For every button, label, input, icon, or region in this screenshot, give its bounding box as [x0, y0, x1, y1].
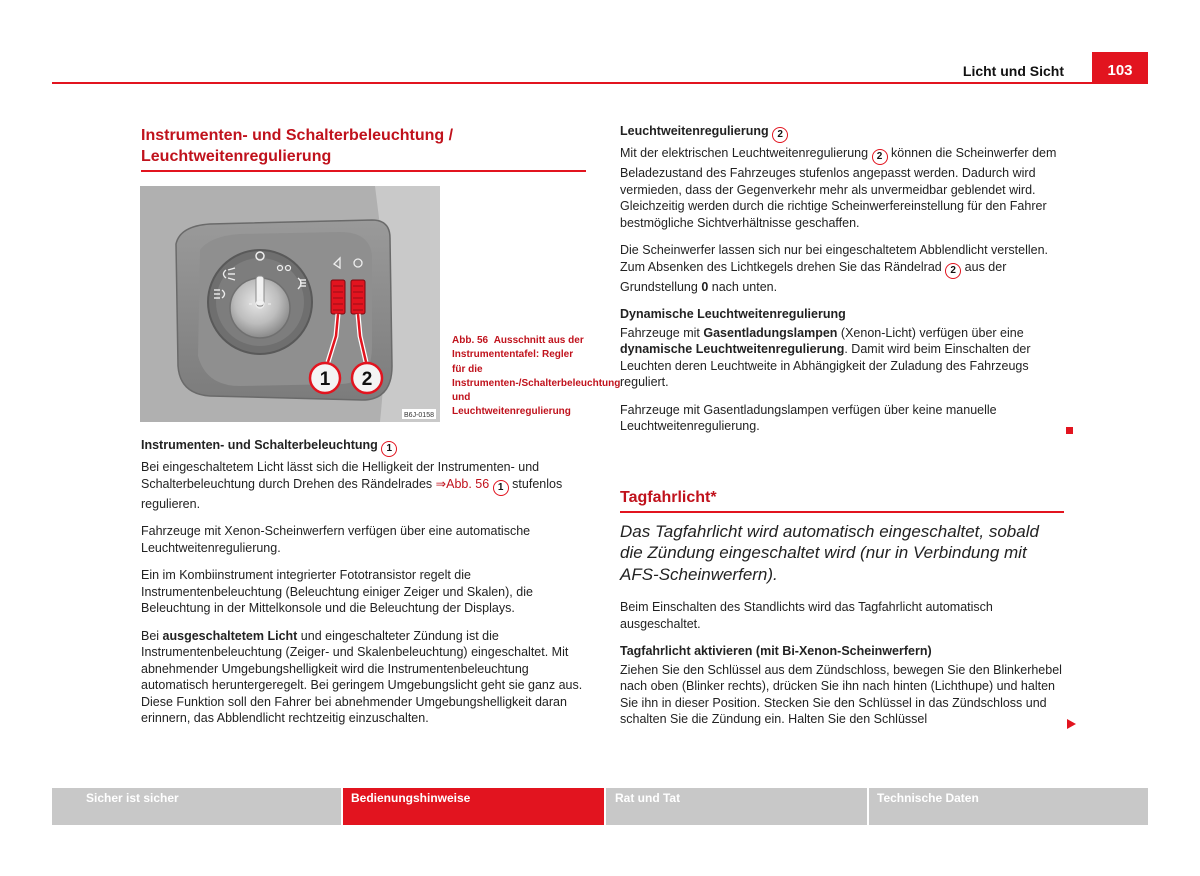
paragraph-2: Fahrzeuge mit Xenon-Scheinwerfern verfügen über eine automatische Leuchtweitenregulierung. [141, 524, 531, 555]
figure-caption [452, 334, 621, 420]
continue-arrow-icon [1067, 719, 1076, 729]
figure-illustration [140, 186, 440, 422]
headlight-switch-figure [140, 186, 440, 422]
r1-text-a: Mit der elektrischen Leuchtweitenregulierung [620, 146, 872, 160]
heading-daytime-lights: Tagfahrlicht* [620, 489, 717, 506]
subheading-text: Leuchtweitenregulierung [620, 124, 769, 138]
r3-bold-2: dynamische Leuchtweitenregulierung [620, 342, 845, 356]
heading-line-1: Instrumenten- und Schalterbeleuchtung / [141, 127, 454, 144]
r-paragraph-1 [620, 145, 1064, 231]
r1-text-b: können die Scheinwerfer dem Beladezustand des Fahrzeuges stufenlos angepasst werden. Dadurch wird vermieden, dass der Gegenverkehr mehr als unvermeidbar geblendet wird. Gleichzeitig werden durch die richtige Scheinwerfereinstellung für den Fahrer bestmögliche Sichtverhältnisse geschaffen. [620, 146, 1057, 230]
p4-text-b: und eingeschalteter Zündung ist die Instrumentenbeleuchtung (Zeiger- und Skalenbeleuchtung) eingeschaltet. Mit abnehmender Umgebungshelligkeit wird die Instrumentenbeleuchtung automatisch heruntergeregelt. Bei geringem Umgebungslicht geht sie ganz aus. Diese Funktion soll den Fahrer bei abnehmender Umgebungshelligkeit daran erinnern, das Abblendlicht rechtzeitig einzuschalten. [141, 628, 583, 725]
subheading-text: Instrumenten- und Schalterbeleuchtung [141, 438, 378, 452]
end-of-section-square-icon [1066, 427, 1073, 434]
marker-1: 1 [381, 441, 397, 457]
marker-2-inline: 2 [872, 149, 888, 165]
figure-reference-link[interactable]: ⇒Abb. 56 [435, 476, 490, 491]
r-paragraph-5: Beim Einschalten des Standlichts wird das Tagfahrlicht automatisch ausgeschaltet. [620, 600, 993, 631]
footer-tab-tips[interactable]: Rat und Tat [606, 788, 867, 825]
heading-line-2: Leuchtweitenregulierung [141, 148, 332, 165]
headlight-range-wheel [351, 280, 365, 314]
daytime-lights-section [620, 487, 1064, 739]
heading-rule [141, 170, 586, 172]
callout-1: 1 [319, 369, 331, 390]
intro-text: Das Tagfahrlicht wird automatisch eingeschaltet, sobald die Zündung eingeschaltet wird (nur in Verbindung mit AFS-Scheinwerfern). [620, 521, 1039, 584]
r3-text-b: (Xenon-Licht) verfügen über eine [837, 325, 1024, 340]
marker-2-inline-b: 2 [945, 263, 961, 279]
r2-text-c: nach unten. [708, 279, 778, 294]
subheading-activate: Tagfahrlicht aktivieren (mit Bi-Xenon-Scheinwerfern) [620, 644, 932, 658]
p1-text-b: stufenlos regulieren. [141, 476, 563, 511]
callout-2: 2 [361, 369, 373, 390]
figure-code: B6J-0158 [404, 412, 434, 419]
p4-text-a: Bei [141, 628, 163, 643]
right-column [620, 123, 1064, 446]
caption-text: Ausschnitt aus der Instrumententafel: Regler für die Instrumenten-/Schalterbeleuchtung und Leuchtweitenregulierung [452, 335, 621, 418]
subheading-headlight-range [620, 123, 1064, 143]
marker-2: 2 [772, 127, 788, 143]
footer-tab-technical-data[interactable]: Technische Daten [869, 788, 1148, 825]
r-paragraph-6: Ziehen Sie den Schlüssel aus dem Zündschloss, bewegen Sie den Blinkerhebel nach oben (Blinker rechts), drücken Sie ihn nach hinten (Lichthupe) und halten Sie ihn in dieser Position. Stecken Sie den Schlüssel in das Zündschloss und schalten Sie die Zündung ein. Halten Sie den Schlüssel [620, 662, 1062, 726]
r3-bold-1: Gasentladungslampen [703, 325, 838, 340]
paragraph-3: Ein im Kombiinstrument integrierter Fototransistor regelt die Instrumentenbeleuchtung (Beleuchtung einiger Zeiger und Skalen), die Beleuchtung in der Mittelkonsole und die Beleuchtung der Displays. [141, 568, 533, 615]
p1-text-a: Bei eingeschaltetem Licht lässt sich die Helligkeit der Instrumenten- und Schalterbeleuchtung durch Drehen des Rändelrades [141, 460, 540, 491]
footer-tab-safety[interactable]: Sicher ist sicher [52, 788, 341, 825]
instrument-lighting-wheel [331, 280, 345, 314]
section-title: Licht und Sicht [962, 63, 1064, 79]
page-number: 103 [1092, 52, 1148, 84]
left-heading [141, 125, 586, 172]
paragraph-1 [141, 459, 587, 512]
paragraph-4 [141, 628, 587, 727]
marker-1-inline: 1 [493, 480, 509, 496]
r-paragraph-4: Fahrzeuge mit Gasentladungslampen verfügen über keine manuelle Leuchtweitenregulierung. [620, 402, 997, 433]
subheading-dynamic-range: Dynamische Leuchtweitenregulierung [620, 307, 846, 321]
header-rule [52, 82, 1148, 84]
r2-text-b: aus der Grundstellung [620, 259, 1007, 294]
footer-tab-operation[interactable]: Bedienungshinweise [343, 788, 604, 825]
r2-bold: 0 [701, 279, 709, 294]
r3-text-c: . Damit wird beim Einschalten der Leuchten deren Leuchtweite in Abhängigkeit der Zuladung des Fahrzeugs reguliert. [620, 342, 1031, 389]
subheading-instrument-lighting [141, 437, 587, 457]
r3-text-a: Fahrzeuge mit [620, 325, 704, 340]
left-column [141, 437, 587, 738]
r-paragraph-2 [620, 242, 1064, 295]
caption-label: Abb. 56 [452, 335, 489, 346]
p4-bold: ausgeschaltetem Licht [162, 628, 298, 643]
r2-text-a: Die Scheinwerfer lassen sich nur bei eingeschaltetem Abblendlicht verstellen. Zum Absenken des Lichtkegels drehen Sie das Rändelrad [620, 243, 1049, 274]
r-paragraph-3 [620, 325, 1064, 391]
heading-rule-2 [620, 511, 1064, 513]
